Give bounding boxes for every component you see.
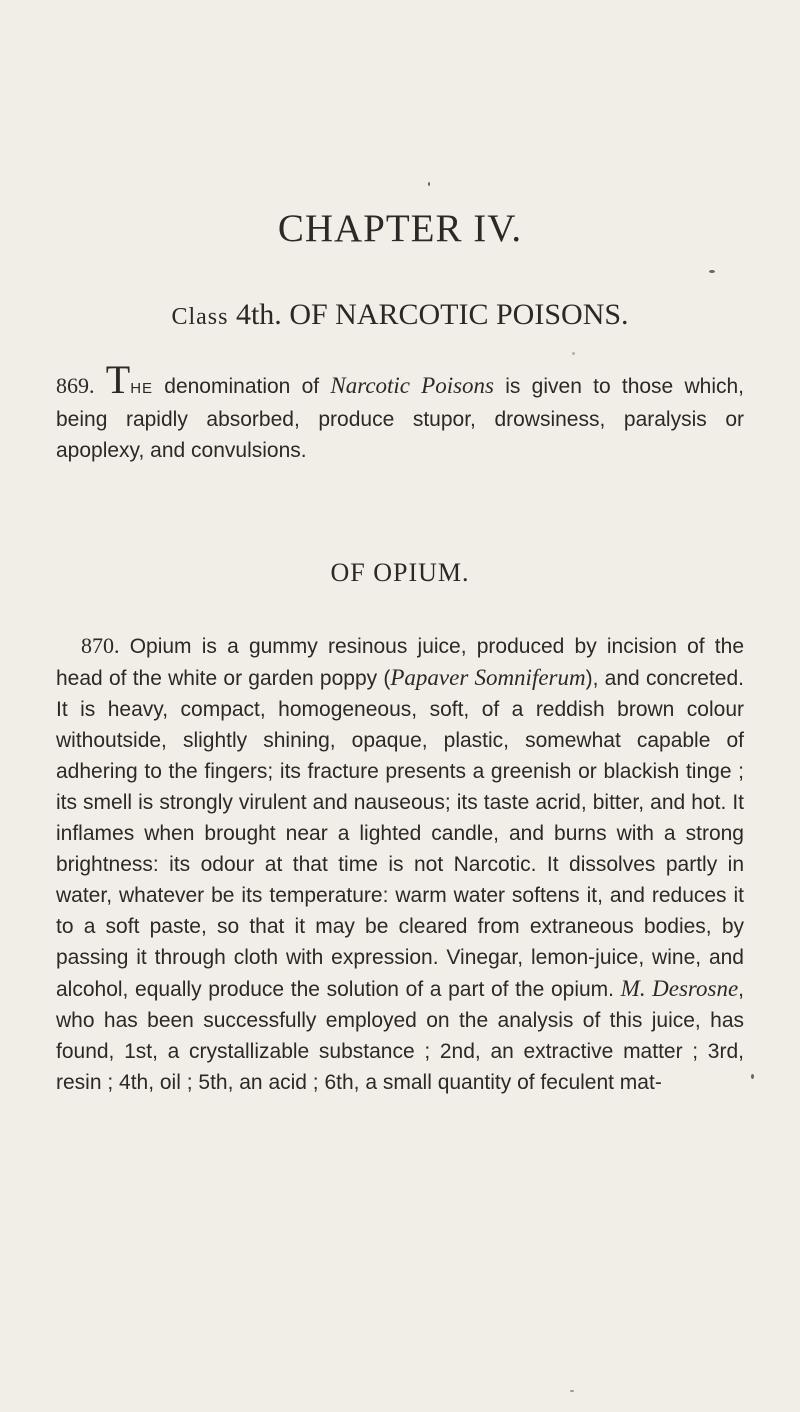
paper-speck [572, 352, 575, 355]
body-text: ), and concreted. It is heavy, compact, homogeneous, soft, of a reddish brown colour withoutside, slightly shining, opaque, plastic, somewhat capable of adhering to the fingers; its fracture presents a greenish or blackish tinge ; its smell is strongly virulent and nauseous; its taste acrid, bitter, and hot. It inflames when brought near a lighted candle, and burns with a strong brightness: its odour at that time is not Narcotic. It dissolves partly in water, whatever be its temperature: warm water softens it, and reduces it to a soft paste, so that it may be cleared from extraneous bodies, by passing it through cloth with expression. Vinegar, lemon-juice, wine, and alcohol, equally produce the solution of a part of the opium. [56, 667, 745, 1001]
paragraph-number: 870. [81, 633, 120, 658]
body-text: Opium is a gummy resinous juice, produced by incision of the head of the white or garden poppy ( [56, 635, 744, 690]
paper-speck [709, 270, 715, 273]
paper-speck [428, 182, 430, 186]
italic-name: M. Desrosne [620, 976, 739, 1001]
paper-speck [751, 1074, 754, 1079]
class-number: 4th. [235, 298, 282, 331]
body-text: is given to those which, being rapidly absorbed, produce stupor, drowsiness, paralysis or apoplexy, and convulsions. [56, 375, 745, 462]
section-heading: OF OPIUM. [330, 558, 470, 587]
class-heading [0, 298, 800, 332]
paper-speck [570, 1390, 574, 1392]
paragraph-870 [56, 630, 744, 1098]
class-prefix: Class [171, 304, 229, 330]
italic-term: Narcotic Poisons [330, 373, 495, 398]
chapter-heading: CHAPTER IV. [277, 207, 523, 250]
italic-term: Papaver Somniferum [390, 665, 586, 690]
class-title: OF NARCOTIC POISONS. [289, 298, 629, 331]
small-caps-text: HE [130, 380, 154, 397]
body-text: , who has been successfully employed on the analysis of this juice, has found, 1st, a crystallizable substance ; 2nd, an extractive matter ; 3rd, resin ; 4th, oil ; 5th, an acid ; 6th, a small quantity of feculent mat- [56, 978, 744, 1094]
body-text: denomination of [153, 375, 331, 398]
paragraph-869 [56, 357, 745, 466]
drop-cap: T [105, 357, 131, 402]
paragraph-number: 869. [56, 373, 95, 398]
